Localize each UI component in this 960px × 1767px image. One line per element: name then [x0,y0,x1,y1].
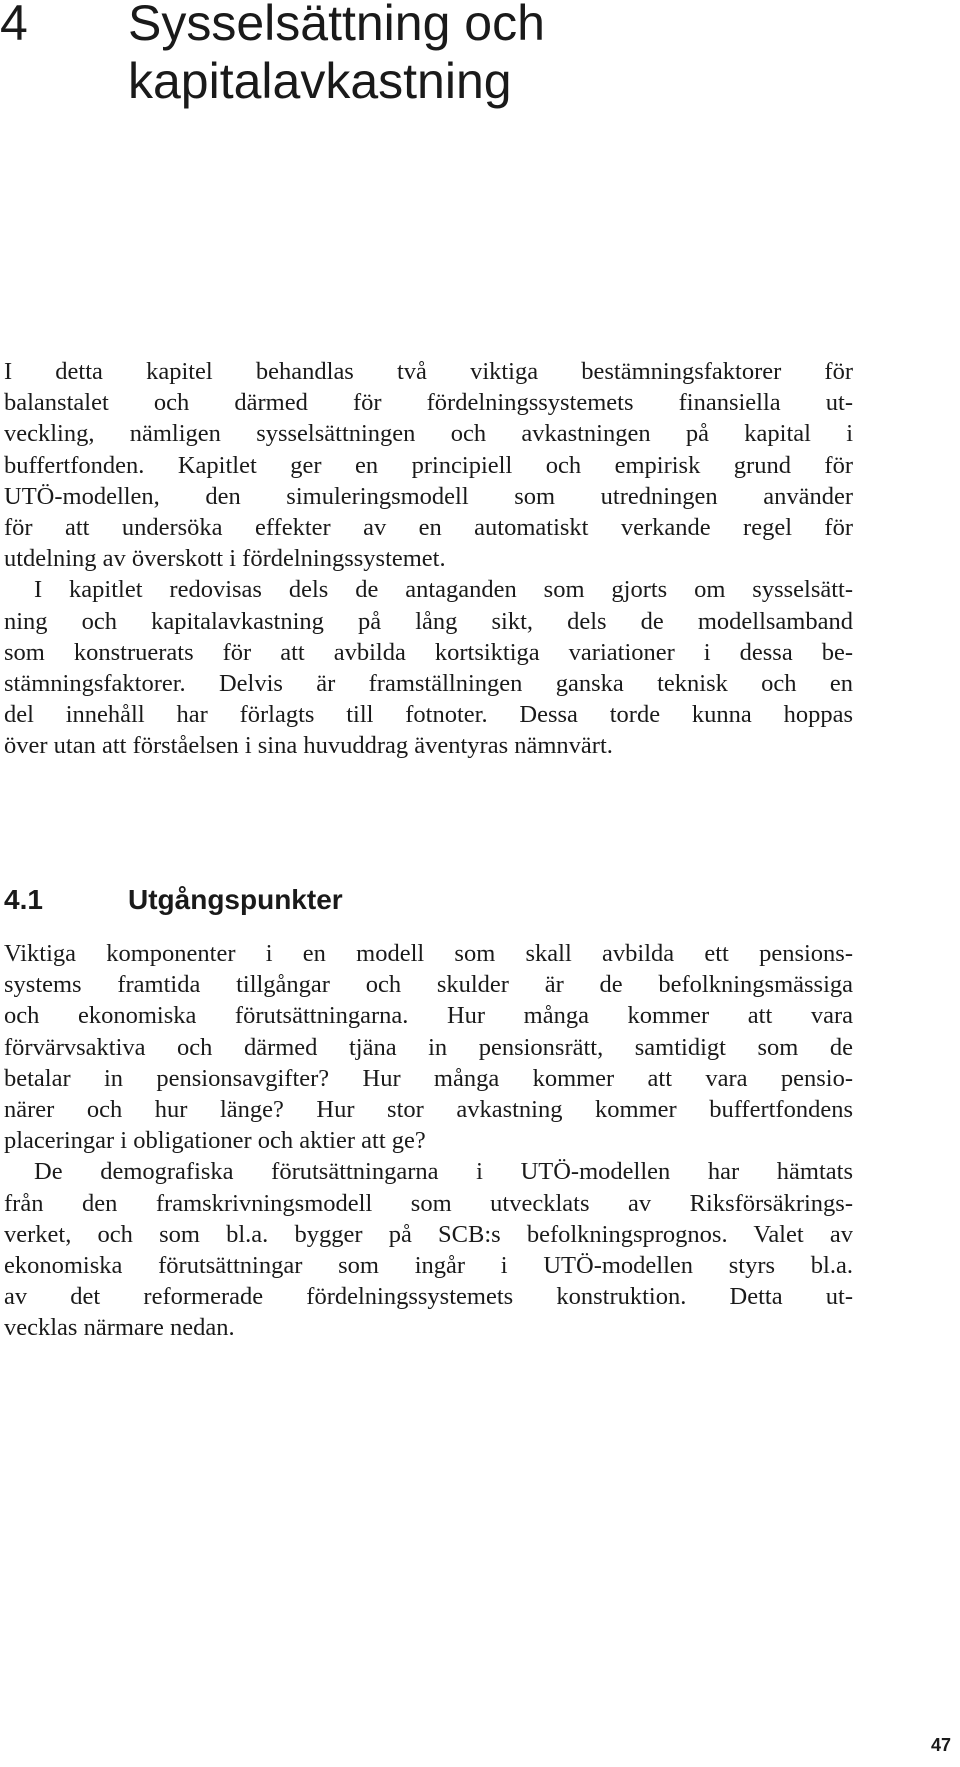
text-line: buffertfonden. Kapitlet ger en principiell och empirisk grund för [4,451,853,479]
section-title: Utgångspunkter [128,884,343,915]
text-line: De demografiska förutsättningarna i UTÖ-modellen har hämtats [34,1158,853,1186]
text-line: I detta kapitel behandlas två viktiga bestämningsfaktorer för [4,358,853,385]
intro-paragraph-1 [4,356,853,574]
text-line: ning och kapitalavkastning på lång sikt, dels de modellsamband [4,607,853,635]
section-number: 4.1 [4,884,43,915]
chapter-title-line-2: kapitalavkastning [128,53,512,109]
section-text [4,938,853,1344]
section-paragraph-2 [4,1156,853,1343]
text-line: och ekonomiska förutsättningarna. Hur många kommer att vara [4,1002,853,1030]
text-line: utdelning av överskott i fördelningssystemet. [4,545,446,573]
chapter-title-line-1: Sysselsättning och [128,0,545,51]
page-number: 47 [930,1735,951,1755]
chapter-title [128,0,928,110]
text-line: balanstalet och därmed för fördelningssystemets finansiella ut- [4,389,853,417]
chapter-number: 4 [0,0,28,51]
text-line: veckling, nämligen sysselsättningen och avkastningen på kapital i [4,420,853,448]
text-line: för att undersöka effekter av en automatiskt verkande regel för [4,514,853,542]
section-heading [4,882,343,918]
text-line: verket, och som bl.a. bygger på SCB:s befolkningsprognos. Valet av [4,1220,853,1248]
text-line: Viktiga komponenter i en modell som skall avbilda ett pensions- [4,940,853,967]
text-line: I kapitlet redovisas dels de antaganden som gjorts om sysselsätt- [34,576,853,604]
text-line: UTÖ-modellen, den simuleringsmodell som utredningen använder [4,482,853,510]
text-line: som konstruerats för att avbilda kortsiktiga variationer i dessa be- [4,638,853,666]
text-line: förvärvsaktiva och därmed tjäna in pensionsrätt, samtidigt som de [4,1033,853,1061]
intro-text [4,356,853,762]
intro-paragraph-2 [4,574,853,761]
text-line: från den framskrivningsmodell som utvecklats av Riksförsäkrings- [4,1189,853,1217]
text-line: betalar in pensionsavgifter? Hur många kommer att vara pensio- [4,1064,853,1092]
text-line: placeringar i obligationer och aktier att ge? [4,1127,426,1155]
section-paragraph-1 [4,938,853,1156]
text-line: systems framtida tillgångar och skulder är de befolkningsmässiga [4,971,853,999]
text-line: närer och hur länge? Hur stor avkastning kommer buffertfondens [4,1096,853,1124]
text-line: del innehåll har förlagts till fotnoter. Dessa torde kunna hoppas [4,701,853,729]
text-line: över utan att förståelsen i sina huvuddrag äventyras nämnvärt. [4,732,613,760]
text-line: av det reformerade fördelningssystemets konstruktion. Detta ut- [4,1283,853,1311]
text-line: vecklas närmare nedan. [4,1314,235,1342]
text-line: ekonomiska förutsättningar som ingår i UTÖ-modellen styrs bl.a. [4,1252,853,1280]
text-line: stämningsfaktorer. Delvis är framställningen ganska teknisk och en [4,670,853,698]
